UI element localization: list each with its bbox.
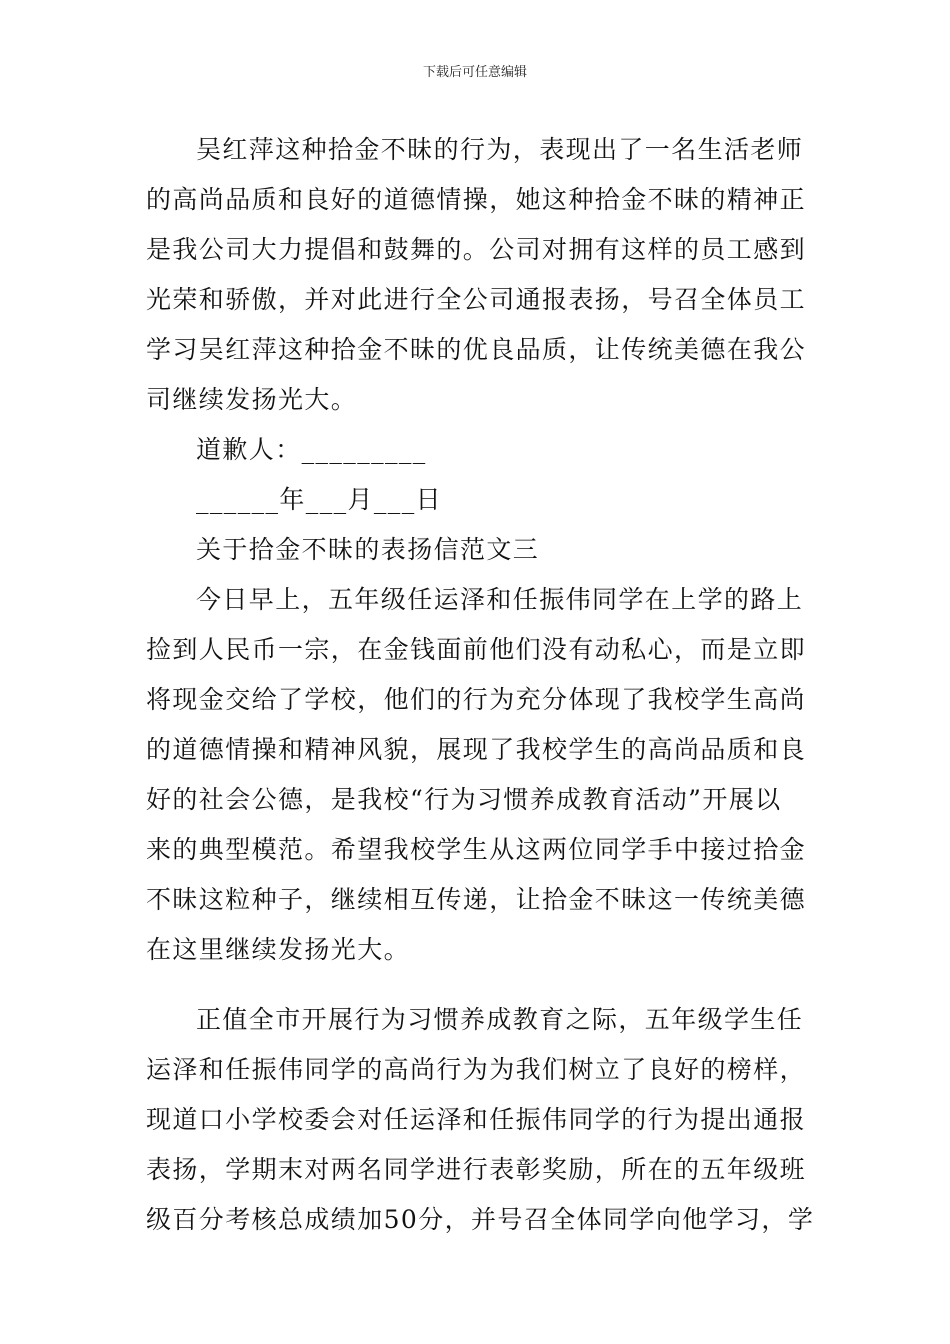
paragraph-line: 运泽和任振伟同学的高尚行为为我们树立了良好的榜样， <box>146 1055 807 1084</box>
section-title: 关于拾金不昧的表扬信范文三 <box>196 535 540 564</box>
paragraph-line: 的道德情操和精神风貌，展现了我校学生的高尚品质和良 <box>146 735 807 764</box>
paragraph-line: 吴红萍这种拾金不昧的行为，表现出了一名生活老师 <box>196 135 804 164</box>
paragraph-line: 好的社会公德，是我校“行为习惯养成教育活动”开展以 <box>146 785 782 814</box>
paragraph-line: 现道口小学校委会对任运泽和任振伟同学的行为提出通报 <box>146 1105 807 1134</box>
paragraph-line: 正值全市开展行为习惯养成教育之际，五年级学生任 <box>196 1005 804 1034</box>
paragraph-line: 在这里继续发扬光大。 <box>146 935 411 964</box>
paragraph-line: 将现金交给了学校，他们的行为充分体现了我校学生高尚 <box>146 685 807 714</box>
signature-line: 道歉人：_________ <box>196 435 427 464</box>
paragraph-line: 司继续发扬光大。 <box>146 385 358 414</box>
paragraph-line: 今日早上，五年级任运泽和任振伟同学在上学的路上 <box>196 585 804 614</box>
paragraph-line: 捡到人民币一宗，在金钱面前他们没有动私心，而是立即 <box>146 635 807 664</box>
date-line: ______年___月___日 <box>196 485 443 514</box>
paragraph-line: 光荣和骄傲，并对此进行全公司通报表扬，号召全体员工 <box>146 285 807 314</box>
paragraph-line: 学习吴红萍这种拾金不昧的优良品质，让传统美德在我公 <box>146 335 807 364</box>
paragraph-line: 级百分考核总成绩加50分，并号召全体同学向他学习，学 <box>146 1205 815 1234</box>
paragraph-line: 不昧这粒种子，继续相互传递，让拾金不昧这一传统美德 <box>146 885 807 914</box>
paragraph-line: 的高尚品质和良好的道德情操，她这种拾金不昧的精神正 <box>146 185 807 214</box>
page-header: 下载后可任意编辑 <box>422 65 527 80</box>
paragraph-line: 表扬，学期末对两名同学进行表彰奖励，所在的五年级班 <box>146 1155 807 1184</box>
paragraph-line: 来的典型模范。希望我校学生从这两位同学手中接过拾金 <box>146 835 807 864</box>
paragraph-line: 是我公司大力提倡和鼓舞的。公司对拥有这样的员工感到 <box>146 235 807 264</box>
